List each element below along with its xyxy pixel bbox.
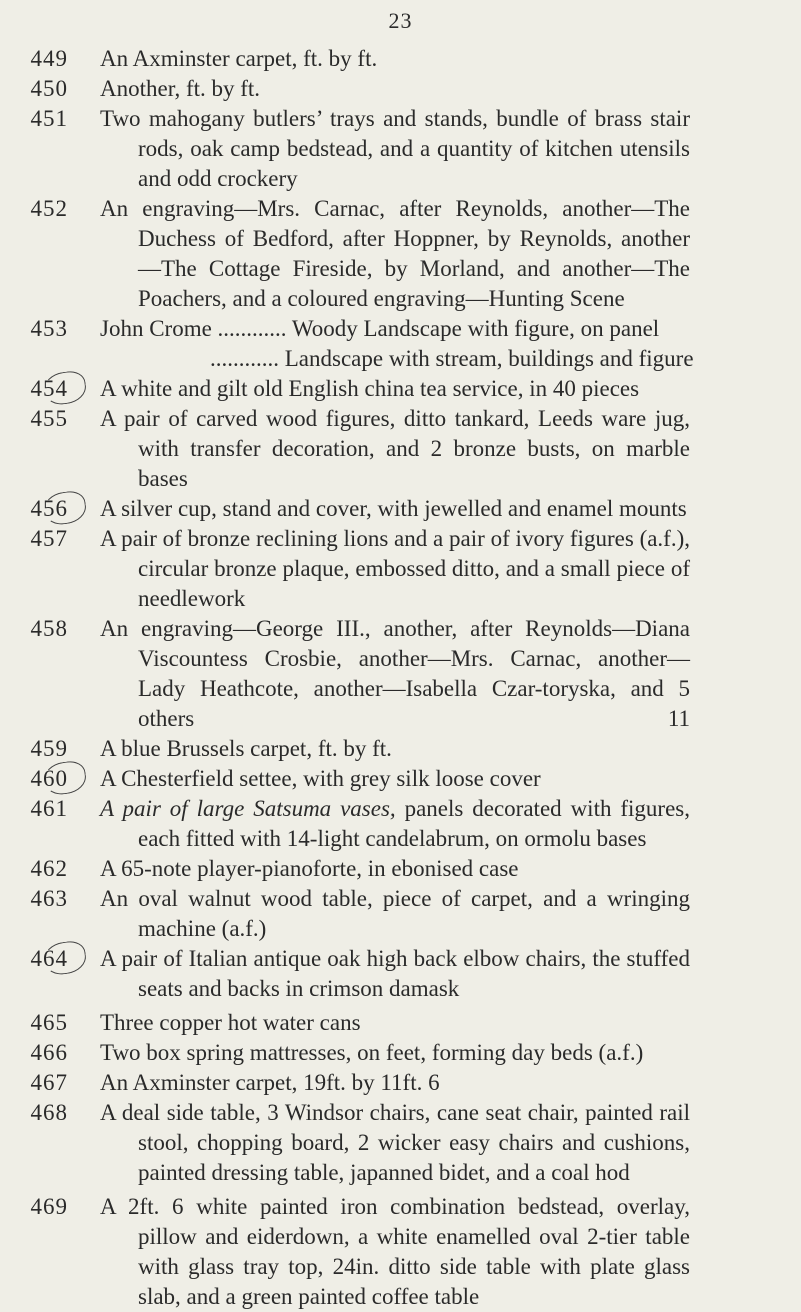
- lot-number: 460: [30, 766, 68, 791]
- lot-number: 458: [30, 616, 68, 641]
- lot-number: 455: [30, 406, 68, 431]
- lot-468: [30, 1098, 690, 1188]
- lot-description: An Axminster carpet, 19ft. by 11ft. 6: [100, 1070, 440, 1095]
- lot-number: 449: [30, 46, 68, 71]
- lot-454: [30, 374, 690, 404]
- lot-number: 466: [30, 1040, 68, 1065]
- lot-description: Two mahogany butlers’ trays and stands, bundle of brass stair rods, oak camp bedstead, and a quantity of kitchen utensils and odd crockery: [100, 106, 690, 191]
- lot-description: A 65-note player-pianoforte, in ebonised case: [100, 856, 519, 881]
- lot-461: [30, 794, 690, 854]
- lot-455: [30, 404, 690, 494]
- lot-number: 462: [30, 856, 68, 881]
- lot-453: [30, 314, 690, 344]
- lot-description: Two box spring mattresses, on feet, forming day beds (a.f.): [100, 1040, 644, 1065]
- lot-465: [30, 1008, 690, 1038]
- lot-466: [30, 1038, 690, 1068]
- lot-description: Three copper hot water cans: [100, 1010, 361, 1035]
- lot-description: A silver cup, stand and cover, with jewelled and enamel mounts: [100, 496, 687, 521]
- lot-456: [30, 494, 690, 524]
- lot-463: [30, 884, 690, 944]
- lot-description: A 2ft. 6 white painted iron combination bedstead, overlay, pillow and eiderdown, a white enamelled oval 2-tier table with glass tray top, 24in. ditto side table with plate glass slab, and a green painted coffee table: [100, 1194, 690, 1309]
- lot-458: [30, 614, 690, 734]
- lot-number: 453: [30, 316, 68, 341]
- lot-467: [30, 1068, 690, 1098]
- lot-number: 467: [30, 1070, 68, 1095]
- lot-description: A pair of large Satsuma vases, panels decorated with figures, each fitted with 14-light candelabrum, on ormolu bases: [100, 796, 690, 851]
- lot-452: [30, 194, 690, 314]
- lot-457: [30, 524, 690, 614]
- lot-451: [30, 104, 690, 194]
- lot-number: 456: [30, 496, 68, 521]
- lot-description: A Chesterfield settee, with grey silk loose cover: [100, 766, 541, 791]
- lot-number: 468: [30, 1100, 68, 1125]
- lot-number: 450: [30, 76, 68, 101]
- lot-number: 454: [30, 376, 68, 401]
- lot-description: A pair of carved wood figures, ditto tankard, Leeds ware jug, with transfer decoration, and 2 bronze busts, on marble bases: [100, 406, 690, 491]
- lot-text: An engraving—George III., another, after Reynolds—Diana Viscountess Crosbie, another—Mrs. Carnac, another—Lady Heathcote, another—Isabella Czar-toryska, and 5 others: [100, 616, 690, 731]
- lot-number: 452: [30, 196, 68, 221]
- lot-462: [30, 854, 690, 884]
- lot-number: 461: [30, 796, 68, 821]
- lot-number: 451: [30, 106, 68, 131]
- lot-list: [0, 44, 801, 1312]
- lot-description: A pair of bronze reclining lions and a pair of ivory figures (a.f.), circular bronze plaque, embossed ditto, and a small piece of needlework: [100, 526, 690, 611]
- lot-460: [30, 764, 690, 794]
- lot-459: [30, 734, 690, 764]
- page-number: 23: [388, 8, 413, 33]
- lot-450: [30, 74, 690, 104]
- lot-number: 469: [30, 1194, 68, 1219]
- lot-description: A blue Brussels carpet, ft. by ft.: [100, 736, 392, 761]
- lot-description: John Crome ............ Woody Landscape with figure, on panel: [100, 316, 660, 341]
- lot-number: 465: [30, 1010, 68, 1035]
- lot-number: 457: [30, 526, 68, 551]
- lot-italic-lead: A pair of large Satsuma vases,: [100, 796, 396, 821]
- lot-description: A pair of Italian antique oak high back elbow chairs, the stuffed seats and backs in crimson damask: [100, 946, 690, 1001]
- lot-number: 463: [30, 886, 68, 911]
- lot-449: [30, 44, 690, 74]
- lot-description: An oval walnut wood table, piece of carpet, and a wringing machine (a.f.): [100, 886, 690, 941]
- lot-description: Another, ft. by ft.: [100, 76, 261, 101]
- lot-description: A white and gilt old English china tea service, in 40 pieces: [100, 376, 640, 401]
- lot-464: [30, 944, 690, 1004]
- lot-number: 464: [30, 946, 68, 971]
- lot-price: 11: [667, 706, 690, 731]
- lot-description: A deal side table, 3 Windsor chairs, cane seat chair, painted rail stool, chopping board, 2 wicker easy chairs and cushions, painted dressing table, japanned bidet, and a coal hod: [100, 1100, 690, 1185]
- lot-description: An Axminster carpet, ft. by ft.: [100, 46, 378, 71]
- lot-469: [30, 1192, 690, 1312]
- lot-number: 459: [30, 736, 68, 761]
- lot-description: [100, 614, 690, 734]
- lot-description: ............ Landscape with stream, buildings and figure: [210, 346, 694, 371]
- lot-description: An engraving—Mrs. Carnac, after Reynolds, another—The Duchess of Bedford, after Hoppner, by Reynolds, another —The Cottage Fireside, by Morland, and another—The Poachers, and a coloured engraving—Hunting Scene: [100, 196, 690, 311]
- lot-453-second-item: [100, 344, 800, 374]
